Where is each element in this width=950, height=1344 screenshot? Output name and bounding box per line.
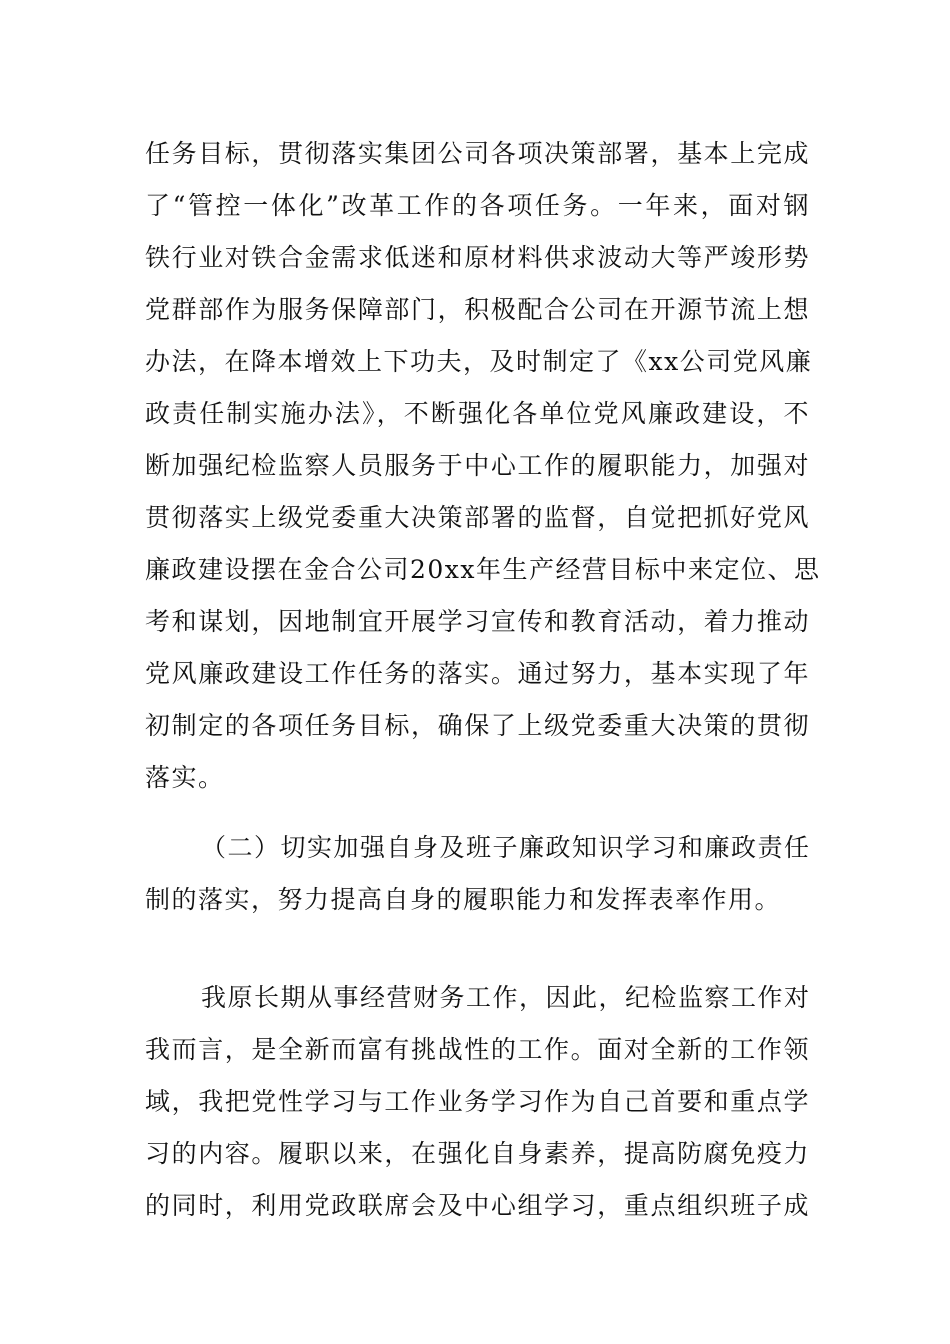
text-line: 域，我把党性学习与工作业务学习作为自己首要和重点学 [145,1087,810,1116]
text-line: 党群部作为服务保障部门，积极配合公司在开源节流上想 [145,295,810,324]
section-heading-line: 制的落实，努力提高自身的履职能力和发挥表率作用。 [145,885,782,914]
text-line: 我原长期从事经营财务工作，因此，纪检监察工作对 [201,983,811,1012]
text-line: 考和谋划，因地制宜开展学习宣传和教育活动，着力推动 [145,607,810,636]
text-line: 的同时，利用党政联席会及中心组学习，重点组织班子成 [145,1191,810,1220]
text-line: 习的内容。履职以来，在强化自身素养，提高防腐免疫力 [145,1139,810,1168]
text-line: 廉政建设摆在金合公司20xx年生产经营目标中来定位、思 [145,555,821,584]
text-line: 初制定的各项任务目标，确保了上级党委重大决策的贯彻 [145,711,810,740]
paragraph-personal-study [145,972,810,1232]
text-line: 了“管控一体化”改革工作的各项任务。一年来，面对钢 [145,191,810,220]
section-heading-line: （二）切实加强自身及班子廉政知识学习和廉政责任 [201,833,811,862]
text-line: 我而言，是全新而富有挑战性的工作。面对全新的工作领 [145,1035,810,1064]
text-line: 任务目标，贯彻落实集团公司各项决策部署，基本上完成 [145,139,810,168]
text-line: 铁行业对铁合金需求低迷和原材料供求波动大等严竣形势 [145,243,810,272]
paragraph-work-summary [145,128,821,804]
text-line: 政责任制实施办法》，不断强化各单位党风廉政建设，不 [145,399,810,428]
paragraph-section-heading [145,822,810,926]
text-line: 办法，在降本增效上下功夫，及时制定了《xx公司党风廉 [145,347,813,376]
text-line: 落实。 [145,763,225,792]
text-line: 贯彻落实上级党委重大决策部署的监督，自觉把抓好党风 [145,503,810,532]
text-line: 党风廉政建设工作任务的落实。通过努力，基本实现了年 [145,659,810,688]
text-line: 断加强纪检监察人员服务于中心工作的履职能力，加强对 [145,451,810,480]
